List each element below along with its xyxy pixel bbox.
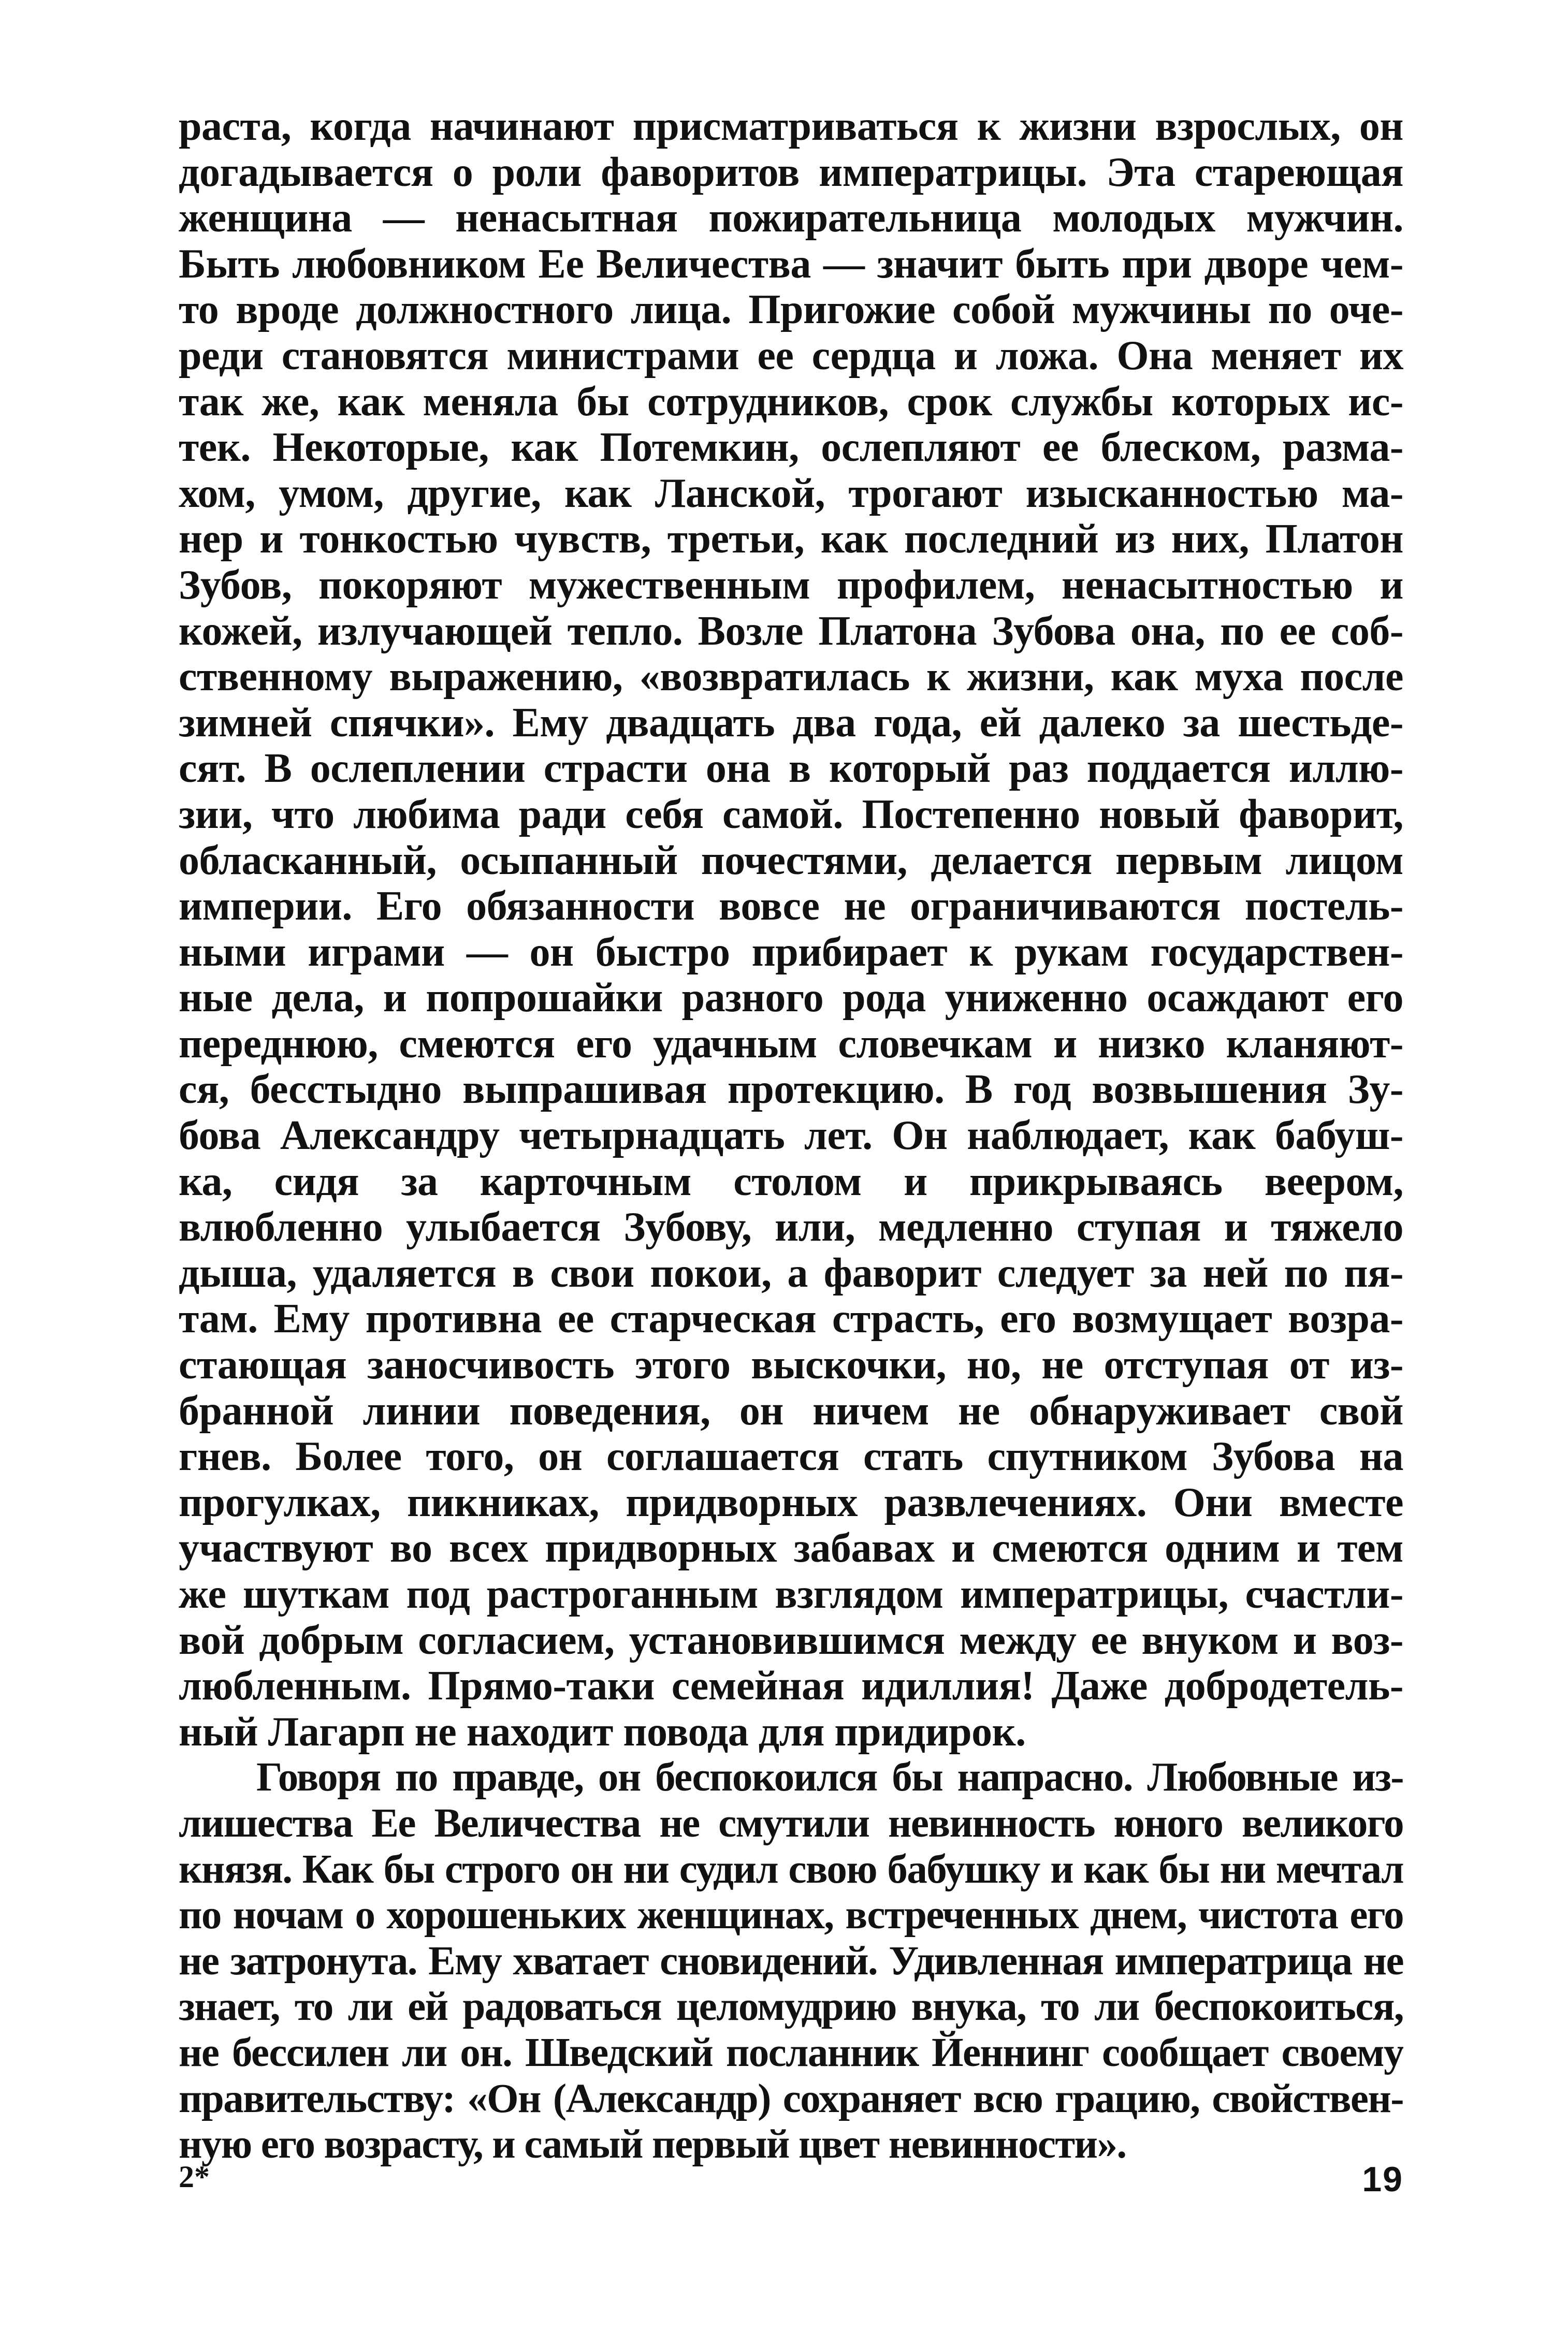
text-line: влюбленно улыбается Зубову, или, медленно ступая и тяжело — [179, 1204, 1403, 1250]
text-line: любленным. Прямо-таки семейная идиллия! Даже добродетель- — [179, 1663, 1403, 1709]
text-line: правительству: «Он (Александр) сохраняет всю грацию, свойствен- — [179, 2076, 1403, 2121]
text-line: женщина — ненасытная пожирательница молодых мужчин. — [179, 195, 1403, 241]
text-line: обласканный, осыпанный почестями, делается первым лицом — [179, 837, 1403, 883]
text-line: так же, как меняла бы сотрудников, срок службы которых ис- — [179, 379, 1403, 425]
text-line: догадывается о роли фаворитов императрицы. Эта стареющая — [179, 149, 1403, 195]
page-footer — [179, 2159, 1403, 2206]
text-line: не затронута. Ему хватает сновидений. Удивленная императрица не — [179, 1938, 1403, 1984]
text-line: прогулках, пикниках, придворных развлечениях. Они вместе — [179, 1479, 1403, 1525]
text-line: дыша, удаляется в свои покои, а фаворит следует за ней по пя- — [179, 1250, 1403, 1296]
text-line: сят. В ослеплении страсти она в который раз поддается иллю- — [179, 746, 1403, 792]
text-line: ственному выражению, «возвратилась к жизни, как муха после — [179, 654, 1403, 700]
text-line: зии, что любима ради себя самой. Постепенно новый фаворит, — [179, 791, 1403, 837]
text-line: участвуют во всех придворных забавах и смеются одним и тем — [179, 1525, 1403, 1571]
text-line: ный Лагарп не находит повода для придирок. — [179, 1709, 1026, 1755]
page-number: 19 — [1362, 2160, 1403, 2199]
text-line: ную его возрасту, и самый первый цвет невинности». — [179, 2122, 1126, 2167]
text-line: бранной линии поведения, он ничем не обнаруживает свой — [179, 1388, 1403, 1434]
text-line: переднюю, смеются его удачным словечкам и низко кланяют- — [179, 1021, 1403, 1067]
signature-mark: 2* — [179, 2160, 210, 2194]
text-line: то вроде должностного лица. Пригожие собой мужчины по оче- — [179, 287, 1403, 333]
text-line: ка, сидя за карточным столом и прикрываясь веером, — [179, 1158, 1403, 1204]
book-page — [179, 104, 1403, 2226]
text-line: не бессилен ли он. Шведский посланник Йеннинг сообщает своему — [179, 2030, 1403, 2075]
text-line: империи. Его обязанности вовсе не ограничиваются постель- — [179, 883, 1403, 929]
text-line: зимней спячки». Ему двадцать два года, ей далеко за шестьде- — [179, 700, 1403, 746]
text-line: по ночам о хорошеньких женщинах, встреченных днем, чистота его — [179, 1893, 1403, 1938]
text-line: Говоря по правде, он беспокоился бы напрасно. Любовные из- — [256, 1755, 1403, 1800]
text-line: знает, то ли ей радоваться целомудрию внука, то ли беспокоиться, — [179, 1984, 1403, 2030]
text-line: там. Ему противна ее старческая страсть, его возмущает возра- — [179, 1296, 1403, 1342]
text-line: вой добрым согласием, установившимся между ее внуком и воз- — [179, 1617, 1403, 1663]
text-line: раста, когда начинают присматриваться к жизни взрослых, он — [179, 104, 1403, 149]
text-line: лишества Ее Величества не смутили невинность юного великого — [179, 1800, 1403, 1846]
paragraph-1 — [179, 104, 1403, 1755]
text-line: ся, бесстыдно выпрашивая протекцию. В год возвышения Зу- — [179, 1067, 1403, 1113]
text-line: Зубов, покоряют мужественным профилем, ненасытностью и — [179, 562, 1403, 608]
text-line: стающая заносчивость этого выскочки, но, не отступая от из- — [179, 1342, 1403, 1388]
text-line: кожей, излучающей тепло. Возле Платона Зубова она, по ее соб- — [179, 608, 1403, 654]
text-line: же шуткам под растроганным взглядом императрицы, счастли- — [179, 1571, 1403, 1617]
text-line: ными играми — он быстро прибирает к рукам государствен- — [179, 929, 1403, 975]
paragraph-2 — [179, 1755, 1403, 2167]
text-line: князя. Как бы строго он ни судил свою бабушку и как бы ни мечтал — [179, 1846, 1403, 1892]
text-line: хом, умом, другие, как Ланской, трогают изысканностью ма- — [179, 470, 1403, 516]
text-line: нер и тонкостью чувств, третьи, как последний из них, Платон — [179, 516, 1403, 562]
text-line: ные дела, и попрошайки разного рода униженно осаждают его — [179, 975, 1403, 1021]
text-line: Быть любовником Ее Величества — значит быть при дворе чем- — [179, 241, 1403, 287]
text-line: бова Александру четырнадцать лет. Он наблюдает, как бабуш- — [179, 1113, 1403, 1159]
text-line: тек. Некоторые, как Потемкин, ослепляют ее блеском, разма- — [179, 425, 1403, 471]
text-line: реди становятся министрами ее сердца и ложа. Она меняет их — [179, 332, 1403, 379]
text-line: гнев. Более того, он соглашается стать спутником Зубова на — [179, 1434, 1403, 1480]
